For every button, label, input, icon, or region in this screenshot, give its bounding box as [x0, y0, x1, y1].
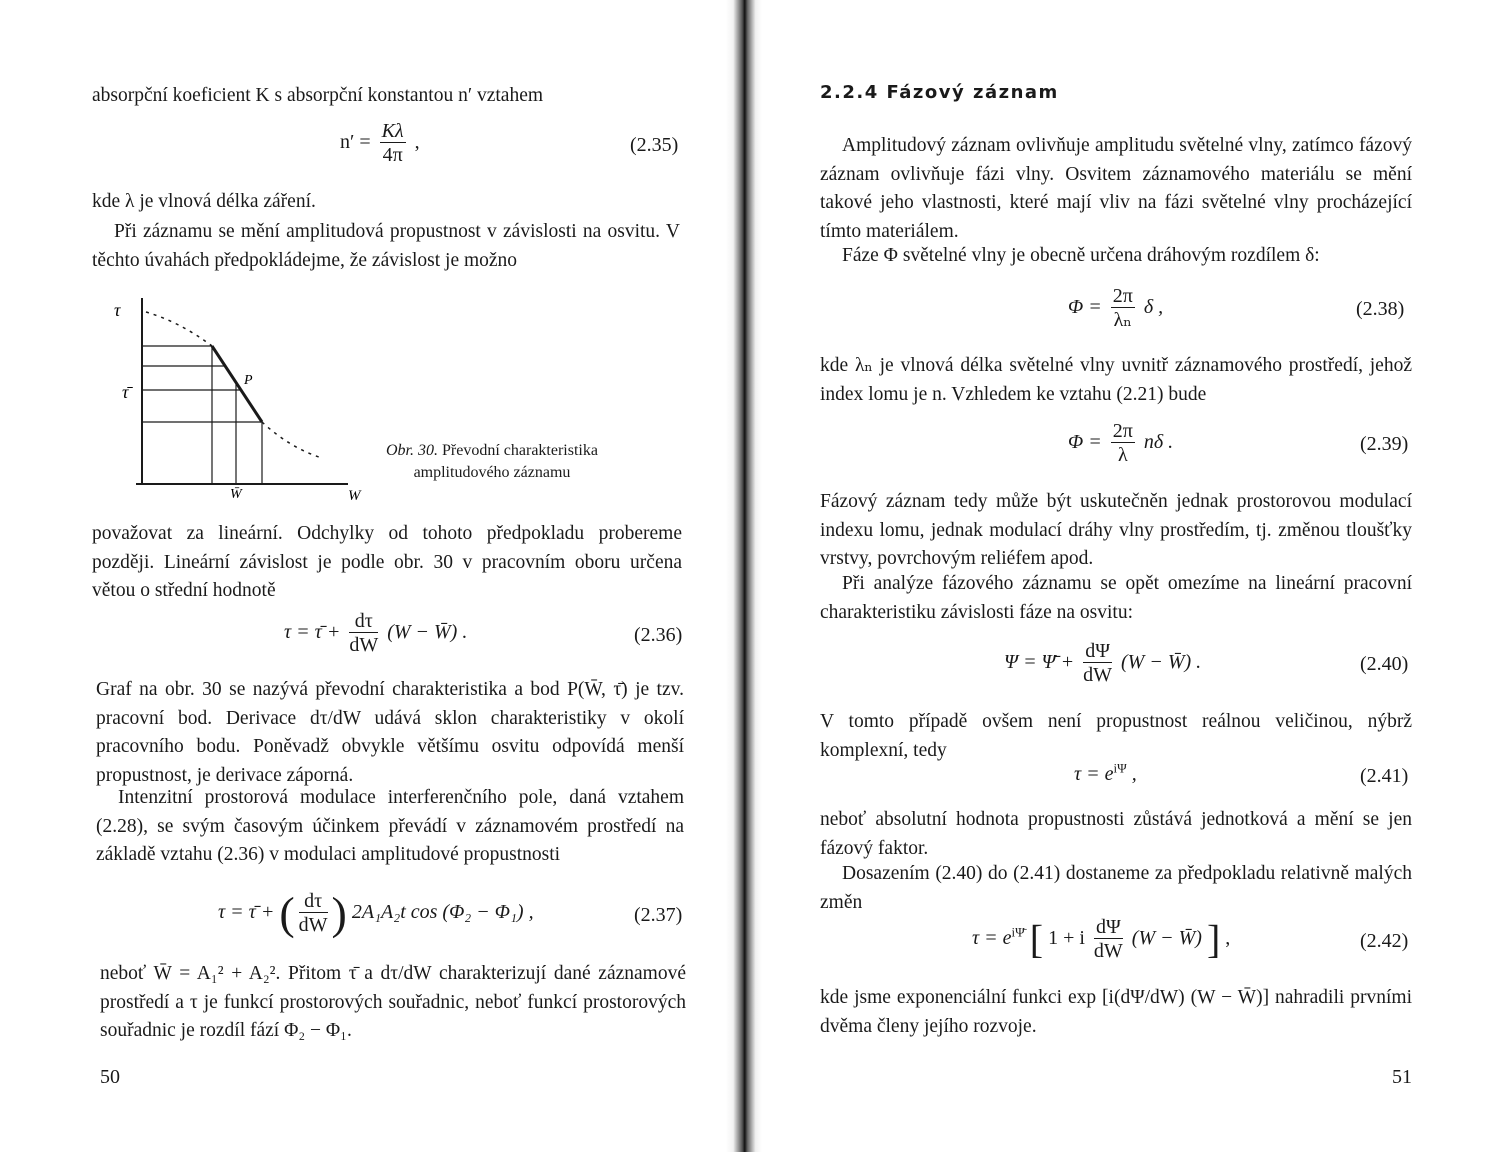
- equation-2-35: [340, 120, 420, 167]
- eq-2-38-tail: δ ,: [1143, 296, 1164, 319]
- right-paragraph-1: Amplitudový záznam ovlivňuje amplitudu světelné vlny, zatímco fázový záznam ovlivňuje fázi vlny. Osvitem záznamového materiálu se mění takové jeho vlastnosti, které mají vliv na fázi světelné vlny procházející tímto materiálem.: [820, 135, 1412, 242]
- eq-2-36-numerator: dτ: [349, 610, 378, 633]
- right-paragraph-6: V tomto případě ovšem není propustnost reálnou veličinou, nýbrž komplexní, tedy: [820, 711, 1412, 761]
- label-tau-bar: τ̄: [122, 382, 129, 402]
- right-paragraph-4: Fázový záznam tedy může být uskutečněn jednak prostorovou modulací indexu lomu, jednak modulací dráhy vlny prostředím, tj. změnou tloušťky vrstvy, povrchovým reliéfem apod.: [820, 491, 1412, 569]
- equation-number-2-39: (2.39): [1360, 433, 1409, 455]
- equation-2-41: [1074, 762, 1137, 786]
- equation-2-37: τ = τ̄ + ( $\frac{d\tau}{dW}$ ) 2A₁A₂t cos (Φ₂ − Φ₁) ,: [218, 887, 534, 939]
- equation-number-2-40: (2.40): [1360, 653, 1409, 675]
- eq-2-38-numerator: 2π: [1112, 285, 1133, 307]
- eq-2-39-denominator: λ: [1117, 444, 1128, 466]
- eq-2-39-lhs: Φ =: [1068, 431, 1102, 454]
- eq-2-42-fraction: [1094, 916, 1123, 963]
- eq-2-41-text: τ = e: [1074, 763, 1114, 785]
- left-paragraph-5: Graf na obr. 30 se nazývá převodní charakteristika a bod P(W̄, τ̄) je tzv. pracovní bod. Derivace dτ/dW udává sklon charakteristiky v okolí pracovního bodu. Poněvadž obvykle většímu osvitu odpovídá menší propustnost, je derivace záporná.: [96, 679, 684, 786]
- equation-2-36: [284, 610, 467, 657]
- page-number-right: 51: [1392, 1066, 1412, 1088]
- equation-2-38: [1068, 285, 1163, 332]
- eq-2-35-tail: ,: [414, 131, 420, 154]
- eq-2-36-denominator: dW: [349, 634, 379, 656]
- eq-2-42-sup: iΨ̄: [1011, 924, 1025, 940]
- eq-2-37-numerator: dτ: [299, 890, 328, 913]
- right-paragraph-2: Fáze Φ světelné vlny je obecně určena dráhovým rozdílem δ:: [842, 245, 1320, 266]
- equation-number-2-38: (2.38): [1356, 298, 1405, 320]
- caption-label: Obr. 30.: [386, 442, 439, 459]
- eq-2-38-denominator: λₙ: [1113, 309, 1132, 331]
- eq-2-40-fraction: [1083, 640, 1112, 687]
- equation-number-2-35: (2.35): [630, 134, 679, 156]
- eq-2-39-fraction: [1111, 420, 1135, 467]
- eq-2-37-denominator: dW: [298, 914, 328, 936]
- book-gutter: [726, 0, 762, 1152]
- eq-2-42-numerator: dΨ: [1094, 916, 1123, 939]
- equation-number-2-36: (2.36): [634, 624, 683, 646]
- equation-2-42: $\tau = e^{i\Psī}$ [ 1 + i $\frac{d\Psi}{dW}$ (W − W̄) ] ,: [972, 916, 1231, 962]
- left-page: [0, 0, 726, 1152]
- eq-2-42-tail: (W − W̄): [1131, 927, 1202, 950]
- eq-2-35-fraction: [380, 120, 406, 167]
- caption-line-2: amplitudového záznamu: [413, 464, 571, 481]
- right-page: [762, 0, 1506, 1152]
- eq-2-42-lhs: τ = e: [972, 927, 1012, 950]
- eq-2-35-denominator: 4π: [382, 144, 403, 166]
- right-paragraph-9: kde jsme exponenciální funkci exp [i(dΨ/dW) (W − W̄)] nahradili prvními dvěma členy jejího rozvoje.: [820, 987, 1412, 1037]
- eq-2-42-denominator: dW: [1093, 940, 1123, 962]
- eq-2-40-denominator: dW: [1083, 664, 1113, 686]
- left-paragraph-3: Při záznamu se mění amplitudová propustnost v závislosti na osvitu. V těchto úvahách předpokládejme, že závislost je možno: [92, 221, 680, 271]
- figure-30-caption: [386, 440, 598, 484]
- eq-2-40-numerator: dΨ: [1083, 640, 1112, 663]
- equation-2-39: [1068, 420, 1173, 467]
- right-paragraph-5: Při analýze fázového záznamu se opět omezíme na lineární pracovní charakteristiku závislosti fáze na osvitu:: [820, 573, 1412, 623]
- eq-2-39-numerator: 2π: [1112, 420, 1133, 442]
- eq-2-40-tail: (W − W̄) .: [1121, 651, 1202, 674]
- left-paragraph-7: neboť W̄ = A₁² + A₂². Přitom τ̄ a dτ/dW charakterizují dané záznamové prostředí a τ je funkcí prostorových souřadnic, neboť funkcí prostorových souřadnic je rozdíl fází Φ₂ − Φ₁.: [100, 963, 686, 1041]
- eq-2-37-lhs: τ = τ̄ +: [218, 901, 275, 924]
- curve-upper-dashed: [146, 312, 212, 346]
- eq-2-37-fraction: [299, 890, 328, 937]
- right-paragraph-8: Dosazením (2.40) do (2.41) dostaneme za předpokladu relativně malých změn: [820, 863, 1412, 913]
- left-paragraph-2: kde λ je vlnová délka záření.: [92, 191, 316, 212]
- left-paragraph-4: považovat za lineární. Odchylky od tohoto předpokladu probereme později. Lineární závislost je podle obr. 30 v pracovním oboru určena větou o střední hodnotě: [92, 523, 682, 601]
- equation-2-40: [1004, 640, 1201, 687]
- eq-2-38-fraction: [1111, 285, 1135, 332]
- eq-2-42-inner: 1 + i: [1048, 927, 1085, 950]
- equation-number-2-41: (2.41): [1360, 765, 1409, 787]
- figure-30-transfer-characteristic: [100, 288, 380, 508]
- eq-2-40-lhs: Ψ = Ψ̄ +: [1004, 651, 1075, 674]
- right-paragraph-3: kde λₙ je vlnová délka světelné vlny uvnitř záznamového prostředí, jehož index lomu je n. Vzhledem ke vztahu (2.21) bude: [820, 355, 1412, 405]
- linear-segment: [212, 346, 262, 422]
- page-number-left: 50: [100, 1066, 120, 1088]
- label-point-p: P: [244, 373, 253, 388]
- eq-2-39-tail: nδ .: [1143, 431, 1174, 454]
- eq-2-41-tail: ,: [1126, 763, 1137, 785]
- label-w: W: [348, 488, 361, 504]
- section-heading: 2.2.4 Fázový záznam: [820, 82, 1059, 103]
- equation-number-2-42: (2.42): [1360, 930, 1409, 952]
- eq-2-36-tail: (W − W̄) .: [387, 621, 468, 644]
- eq-2-38-lhs: Φ =: [1068, 296, 1102, 319]
- eq-2-41-sup: iΨ: [1113, 760, 1127, 776]
- left-paragraph-6: Intenzitní prostorová modulace interferenčního pole, daná vztahem (2.28), se svým časovým účinkem převádí v záznamovém prostředí na základě vztahu (2.36) v modulaci amplitudové propustnosti: [96, 787, 684, 865]
- right-paragraph-7: neboť absolutní hodnota propustnosti zůstává jednotková a mění se jen fázový faktor.: [820, 809, 1412, 859]
- label-tau: τ: [114, 300, 121, 320]
- caption-line-1: Převodní charakteristika: [442, 442, 598, 459]
- eq-2-42-end: ,: [1225, 927, 1231, 950]
- eq-2-36-fraction: [349, 610, 378, 657]
- equation-number-2-37: (2.37): [634, 904, 683, 926]
- eq-2-35-lhs: n′ =: [340, 131, 371, 154]
- eq-2-37-tail: 2A₁A₂t cos (Φ₂ − Φ₁) ,: [351, 901, 534, 924]
- left-paragraph-1: absorpční koeficient K s absorpční konstantou n′ vztahem: [92, 85, 544, 106]
- curve-lower-dashed: [262, 422, 322, 458]
- label-w-bar: W̄: [230, 487, 242, 502]
- eq-2-36-lhs: τ = τ̄ +: [284, 621, 341, 644]
- eq-2-35-numerator: Kλ: [381, 120, 404, 142]
